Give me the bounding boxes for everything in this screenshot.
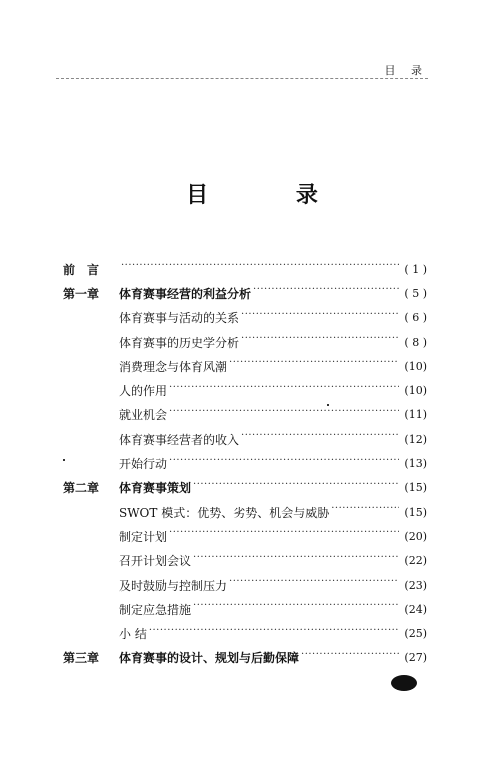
toc-entry-title: 开始行动 [119,457,168,472]
toc-entry-preface [63,257,427,281]
toc-dot-leader [169,530,399,542]
toc-dot-leader [169,409,399,421]
page-title: 目 录 [186,183,358,208]
scan-speck [63,459,65,461]
toc-entry-section [63,621,427,645]
toc-page-number: (27) [404,651,427,665]
toc-chapter-number: 第一章 [63,286,100,301]
toc-chapter-number: 第三章 [63,651,100,666]
toc-page-number: (22) [404,554,427,568]
toc-dot-leader [241,312,399,324]
toc-page-number: ( 8 ) [404,335,427,349]
toc-page-number: (13) [404,457,427,471]
toc-chapter-number: 前言 [63,262,112,277]
toc-entry-section [63,500,427,524]
toc-chapter-number: 第二章 [63,481,100,496]
toc-entry-section [63,451,427,475]
toc-entry-chapter-1 [63,281,427,305]
toc-entry-title: 体育赛事与活动的关系 [119,311,240,326]
toc-entry-section [63,403,427,427]
toc-entry-title: SWOT 模式：优势、劣势、机会与威胁 [119,505,330,520]
toc-entry-title: 人的作用 [119,384,168,399]
toc-entry-title: 体育赛事经营的利益分析 [119,286,252,301]
toc-entry-section [63,330,427,354]
toc-dot-leader [193,603,399,615]
toc-entry-chapter-3 [63,646,427,670]
toc-entry-title: 体育赛事策划 [119,481,192,496]
toc-entry-title: 及时鼓励与控制压力 [119,578,228,593]
toc-page-number: (10) [404,359,427,373]
toc-entry-section [63,378,427,402]
toc-page-number: (20) [404,529,427,543]
toc-page-number: (15) [404,481,427,495]
toc-entry-title: 小 结 [119,627,147,642]
toc-entry-title: 体育赛事经营者的收入 [119,432,240,447]
toc-dot-leader [193,555,399,567]
toc-entry-section [63,573,427,597]
toc-entry-chapter-2 [63,476,427,500]
toc-page-number: (25) [404,627,427,641]
toc-dot-leader [169,385,399,397]
toc-entry-title: 召开计划会议 [119,554,192,569]
toc-page-number: (24) [404,602,427,616]
toc-dot-leader [169,458,399,470]
toc-page-number: ( 1 ) [404,262,427,276]
toc-entry-section [63,597,427,621]
toc-dot-leader [241,433,399,445]
toc-dot-leader [241,336,399,348]
toc-dot-leader [301,652,399,664]
ink-blot [391,675,417,691]
scan-speck [327,404,329,406]
toc-dot-leader [149,628,399,640]
toc-dot-leader [229,360,399,372]
toc-dot-leader [121,263,399,275]
toc-entry-section [63,306,427,330]
toc-page-number: (12) [404,432,427,446]
toc-page-number: (23) [404,578,427,592]
toc-entry-title: 消费理念与体育风潮 [119,359,228,374]
toc-entry-section [63,427,427,451]
table-of-contents [63,257,427,670]
toc-entry-title: 体育赛事的历史学分析 [119,335,240,350]
running-header [56,62,428,79]
toc-dot-leader [229,579,399,591]
running-header-text: 目 录 [384,64,428,77]
toc-entry-title: 制定应急措施 [119,602,192,617]
toc-page-number: (10) [404,384,427,398]
toc-page-number: (15) [404,505,427,519]
toc-page-number: ( 5 ) [404,286,427,300]
toc-dot-leader [253,287,399,299]
toc-entry-section [63,549,427,573]
toc-entry-title: 就业机会 [119,408,168,423]
toc-page-number: (11) [404,408,427,422]
toc-entry-title: 体育赛事的设计、规划与后勤保障 [119,651,300,666]
toc-dot-leader [331,506,399,518]
toc-entry-section [63,524,427,548]
toc-dot-leader [193,482,399,494]
toc-entry-title: 制定计划 [119,529,168,544]
toc-entry-section [63,354,427,378]
toc-page-number: ( 6 ) [404,311,427,325]
